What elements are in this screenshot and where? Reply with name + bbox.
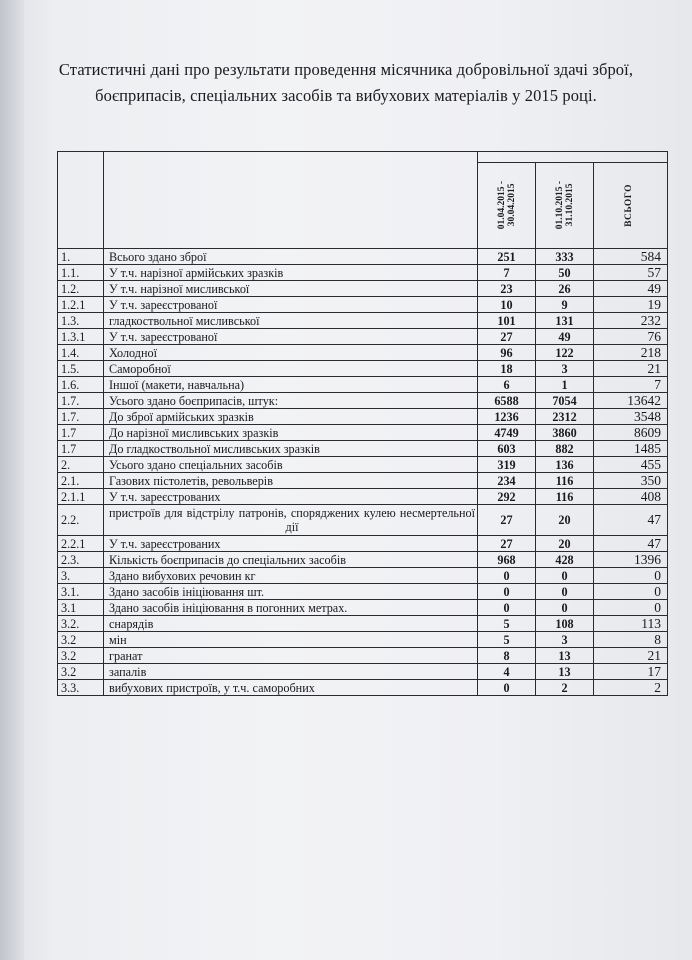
- row-label: У т.ч. нарізної мисливської: [104, 281, 478, 297]
- row-number: 2.2.1: [58, 536, 104, 552]
- table-row: [58, 584, 668, 600]
- value-total: 17: [594, 664, 668, 680]
- header-label-cell: [104, 152, 478, 249]
- value-total: 13642: [594, 393, 668, 409]
- value-total: 8609: [594, 425, 668, 441]
- row-number: 3.2: [58, 648, 104, 664]
- row-label: До зброї армійських зразків: [104, 409, 478, 425]
- table-row: [58, 297, 668, 313]
- value-total: 47: [594, 536, 668, 552]
- value-period-2: 131: [536, 313, 594, 329]
- row-label: У т.ч. зареєстрованих: [104, 489, 478, 505]
- row-label: Саморобної: [104, 361, 478, 377]
- value-period-1: 23: [478, 281, 536, 297]
- value-total: 49: [594, 281, 668, 297]
- row-label: Іншої (макети, навчальна): [104, 377, 478, 393]
- row-label: До гладкоствольної мисливських зразків: [104, 441, 478, 457]
- value-total: 218: [594, 345, 668, 361]
- value-period-1: 0: [478, 680, 536, 696]
- value-period-1: 234: [478, 473, 536, 489]
- row-number: 1.7.: [58, 409, 104, 425]
- table-row: [58, 505, 668, 536]
- value-period-2: 7054: [536, 393, 594, 409]
- value-period-1: 603: [478, 441, 536, 457]
- row-label: Усього здано спеціальних засобів: [104, 457, 478, 473]
- header-group-cell: [478, 152, 668, 163]
- value-total: 8: [594, 632, 668, 648]
- table-row: [58, 281, 668, 297]
- value-period-1: 101: [478, 313, 536, 329]
- value-period-2: 108: [536, 616, 594, 632]
- value-period-2: 20: [536, 505, 594, 536]
- table-row: [58, 457, 668, 473]
- row-number: 3.2.: [58, 616, 104, 632]
- header-period-1-text: 01.04.2015 - 30.04.2015: [496, 181, 517, 230]
- table-row: [58, 265, 668, 281]
- table-row: [58, 664, 668, 680]
- row-label: гранат: [104, 648, 478, 664]
- value-period-1: 27: [478, 329, 536, 345]
- row-number: 1.1.: [58, 265, 104, 281]
- document-title: [0, 57, 692, 109]
- value-period-1: 27: [478, 505, 536, 536]
- value-period-2: 20: [536, 536, 594, 552]
- value-total: 7: [594, 377, 668, 393]
- row-label: Усього здано боєприпасів, штук:: [104, 393, 478, 409]
- table-row: [58, 632, 668, 648]
- row-number: 2.1.: [58, 473, 104, 489]
- value-period-1: 18: [478, 361, 536, 377]
- value-period-2: 13: [536, 648, 594, 664]
- header-period-2: [536, 163, 594, 249]
- header-period-2-text: 01.10.2015 - 31.10.2015: [554, 181, 575, 230]
- header-row-top: [58, 152, 668, 163]
- table-row: [58, 552, 668, 568]
- table-row: [58, 345, 668, 361]
- value-period-1: 27: [478, 536, 536, 552]
- value-period-1: 292: [478, 489, 536, 505]
- row-label: У т.ч. нарізної армійських зразків: [104, 265, 478, 281]
- table-row: [58, 600, 668, 616]
- row-label: Здано вибухових речовин кг: [104, 568, 478, 584]
- row-number: 1.5.: [58, 361, 104, 377]
- row-label: мін: [104, 632, 478, 648]
- value-period-1: 4749: [478, 425, 536, 441]
- value-period-1: 251: [478, 249, 536, 265]
- value-total: 455: [594, 457, 668, 473]
- row-number: 3.2: [58, 664, 104, 680]
- row-label: У т.ч. зареєстрованої: [104, 297, 478, 313]
- value-period-1: 5: [478, 616, 536, 632]
- value-period-1: 0: [478, 584, 536, 600]
- row-label: запалів: [104, 664, 478, 680]
- row-label: У т.ч. зареєстрованих: [104, 536, 478, 552]
- table-row: [58, 536, 668, 552]
- value-period-2: 116: [536, 473, 594, 489]
- table-row: [58, 568, 668, 584]
- row-number: 1.7: [58, 425, 104, 441]
- value-period-1: 10: [478, 297, 536, 313]
- value-period-2: 428: [536, 552, 594, 568]
- value-total: 0: [594, 600, 668, 616]
- header-period-1: [478, 163, 536, 249]
- value-period-2: 882: [536, 441, 594, 457]
- value-total: 57: [594, 265, 668, 281]
- value-total: 1485: [594, 441, 668, 457]
- table-row: [58, 361, 668, 377]
- table-row: [58, 377, 668, 393]
- value-period-2: 9: [536, 297, 594, 313]
- row-label: вибухових пристроїв, у т.ч. саморобних: [104, 680, 478, 696]
- value-period-1: 96: [478, 345, 536, 361]
- value-total: 408: [594, 489, 668, 505]
- title-line-1: Статистичні дані про результати проведення місячника добровільної здачі зброї,: [58, 60, 634, 79]
- value-total: 232: [594, 313, 668, 329]
- value-total: 19: [594, 297, 668, 313]
- value-period-2: 26: [536, 281, 594, 297]
- value-period-2: 50: [536, 265, 594, 281]
- value-period-1: 5: [478, 632, 536, 648]
- row-number: 3.3.: [58, 680, 104, 696]
- row-number: 2.: [58, 457, 104, 473]
- row-label: гладкоствольної мисливської: [104, 313, 478, 329]
- value-period-1: 0: [478, 568, 536, 584]
- value-period-2: 49: [536, 329, 594, 345]
- table-row: [58, 489, 668, 505]
- value-total: 47: [594, 505, 668, 536]
- row-label: Всього здано зброї: [104, 249, 478, 265]
- value-period-2: 3: [536, 361, 594, 377]
- table-row: [58, 425, 668, 441]
- row-label: У т.ч. зареєстрованої: [104, 329, 478, 345]
- value-period-1: 6588: [478, 393, 536, 409]
- row-number: 1.: [58, 249, 104, 265]
- row-label: До нарізної мисливських зразків: [104, 425, 478, 441]
- value-period-1: 968: [478, 552, 536, 568]
- value-period-1: 0: [478, 600, 536, 616]
- value-period-2: 2: [536, 680, 594, 696]
- row-number: 1.7.: [58, 393, 104, 409]
- row-number: 3.1.: [58, 584, 104, 600]
- row-number: 1.6.: [58, 377, 104, 393]
- title-line-2: боєприпасів, спеціальних засобів та вибухових матеріалів у 2015 році.: [95, 86, 597, 105]
- row-label: снарядів: [104, 616, 478, 632]
- row-number: 3.1: [58, 600, 104, 616]
- table-row: [58, 249, 668, 265]
- value-period-2: 116: [536, 489, 594, 505]
- table-row: [58, 680, 668, 696]
- value-period-2: 0: [536, 568, 594, 584]
- row-number: 1.3.1: [58, 329, 104, 345]
- header-num-cell: [58, 152, 104, 249]
- value-period-2: 1: [536, 377, 594, 393]
- row-number: 1.7: [58, 441, 104, 457]
- row-number: 1.4.: [58, 345, 104, 361]
- value-total: 2: [594, 680, 668, 696]
- table-row: [58, 648, 668, 664]
- statistics-table: [57, 151, 668, 696]
- row-number: 2.3.: [58, 552, 104, 568]
- row-number: 3.: [58, 568, 104, 584]
- row-label: Кількість боєприпасів до спеціальних засобів: [104, 552, 478, 568]
- value-total: 350: [594, 473, 668, 489]
- value-period-2: 13: [536, 664, 594, 680]
- value-period-2: 3: [536, 632, 594, 648]
- table-row: [58, 313, 668, 329]
- value-period-2: 2312: [536, 409, 594, 425]
- value-period-2: 0: [536, 584, 594, 600]
- value-total: 3548: [594, 409, 668, 425]
- page-edge-shadow: [0, 0, 24, 960]
- value-total: 76: [594, 329, 668, 345]
- value-total: 0: [594, 584, 668, 600]
- value-period-1: 1236: [478, 409, 536, 425]
- value-period-1: 4: [478, 664, 536, 680]
- row-number: 1.3.: [58, 313, 104, 329]
- header-total: [594, 163, 668, 249]
- table-row: [58, 329, 668, 345]
- value-period-1: 7: [478, 265, 536, 281]
- row-label: пристроїв для відстрілу патронів, споряджених кулею несмертельної дії: [104, 505, 478, 536]
- value-total: 0: [594, 568, 668, 584]
- value-period-1: 319: [478, 457, 536, 473]
- value-period-2: 333: [536, 249, 594, 265]
- value-total: 1396: [594, 552, 668, 568]
- value-total: 21: [594, 361, 668, 377]
- value-total: 113: [594, 616, 668, 632]
- table-row: [58, 473, 668, 489]
- table-row: [58, 409, 668, 425]
- row-label: Здано засобів ініціювання в погонних метрах.: [104, 600, 478, 616]
- value-period-2: 136: [536, 457, 594, 473]
- row-label: Газових пістолетів, револьверів: [104, 473, 478, 489]
- table-row: [58, 616, 668, 632]
- row-number: 1.2.: [58, 281, 104, 297]
- value-period-2: 3860: [536, 425, 594, 441]
- value-period-2: 122: [536, 345, 594, 361]
- row-number: 2.1.1: [58, 489, 104, 505]
- value-total: 584: [594, 249, 668, 265]
- value-period-2: 0: [536, 600, 594, 616]
- row-number: 3.2: [58, 632, 104, 648]
- header-total-text: ВСЬОГО: [623, 184, 634, 227]
- value-period-1: 6: [478, 377, 536, 393]
- value-period-1: 8: [478, 648, 536, 664]
- table-row: [58, 393, 668, 409]
- table-row: [58, 441, 668, 457]
- row-label: Здано засобів ініціювання шт.: [104, 584, 478, 600]
- value-total: 21: [594, 648, 668, 664]
- row-number: 2.2.: [58, 505, 104, 536]
- row-number: 1.2.1: [58, 297, 104, 313]
- row-label: Холодної: [104, 345, 478, 361]
